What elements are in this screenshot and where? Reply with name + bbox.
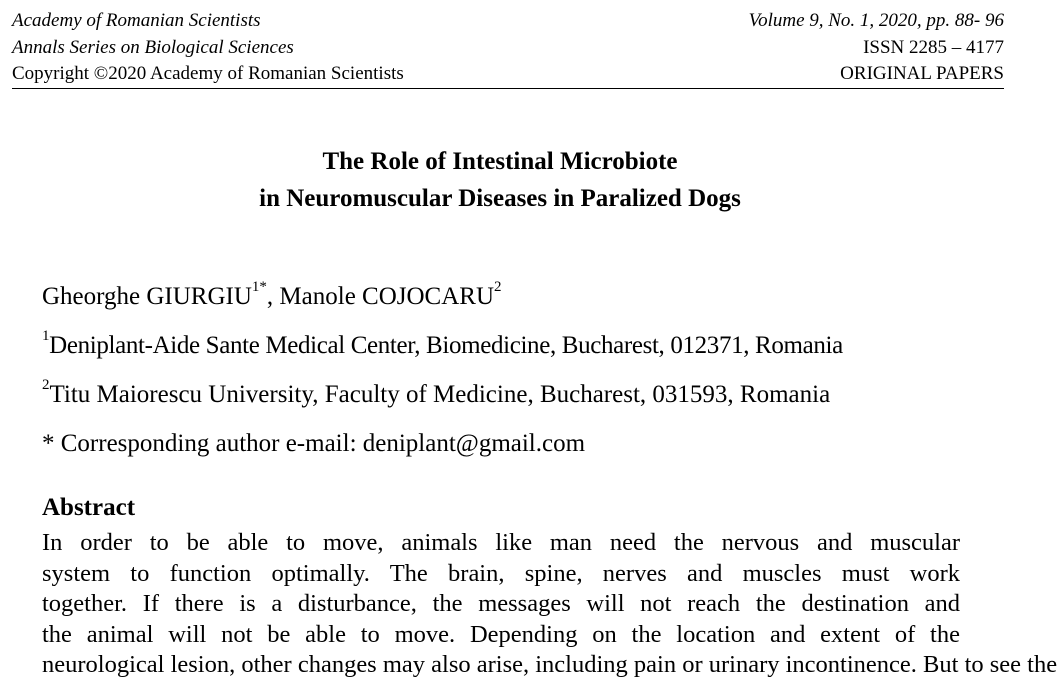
author-1-affiliation-mark: 1* (251, 279, 267, 295)
author-2: Manole COJOCARU (279, 283, 495, 310)
affiliation-2-mark: 2 (42, 377, 50, 393)
issn: ISSN 2285 – 4177 (863, 36, 1004, 58)
author-1: Gheorghe GIURGIU (42, 283, 252, 310)
abstract-line: the animal will not be able to move. Depending on the location and extent of the (42, 620, 960, 648)
affiliation-2-text: Titu Maiorescu University, Faculty of Medicine, Bucharest, 031593, Romania (49, 381, 831, 408)
abstract-body (42, 528, 1057, 678)
abstract-line: together. If there is a disturbance, the messages will not reach the destination and (42, 590, 960, 617)
affiliation-1 (42, 328, 843, 360)
affiliation-1-mark: 1 (42, 328, 50, 344)
header-row-1 (12, 8, 1004, 35)
academy-name: Academy of Romanian Scientists (12, 10, 261, 31)
volume-info: Volume 9, No. 1, 2020, pp. 88- 96 (748, 10, 1004, 31)
abstract-line: system to function optimally. The brain, spine, nerves and muscles must work (42, 559, 960, 587)
affiliation-1-text: Deniplant-Aide Sante Medical Center, Biomedicine, Bucharest, 012371, Romania (49, 332, 843, 359)
series-name: Annals Series on Biological Sciences (12, 36, 294, 58)
journal-header (12, 8, 1004, 89)
corresponding-author: * Corresponding author e-mail: deniplant@gmail.com (42, 430, 586, 457)
affiliation-2 (42, 377, 831, 409)
abstract-line-cut-off: neurological lesion, other changes may also arise, including pain or urinary incontinence. But to see the (42, 651, 1057, 678)
paper-title (0, 143, 1000, 217)
abstract-heading: Abstract (42, 494, 136, 521)
header-row-3 (12, 61, 1004, 88)
author-2-affiliation-mark: 2 (494, 279, 502, 295)
title-line-1: The Role of Intestinal Microbiote (322, 148, 678, 175)
author-list (42, 279, 502, 311)
author-separator: , (266, 283, 280, 310)
abstract-line: In order to be able to move, animals like man need the nervous and muscular (42, 529, 960, 556)
copyright: Copyright ©2020 Academy of Romanian Scientists (12, 63, 404, 84)
header-row-2 (12, 35, 1004, 62)
title-line-2: in Neuromuscular Diseases in Paralized Dogs (259, 185, 741, 212)
paper-type: ORIGINAL PAPERS (840, 63, 1004, 84)
